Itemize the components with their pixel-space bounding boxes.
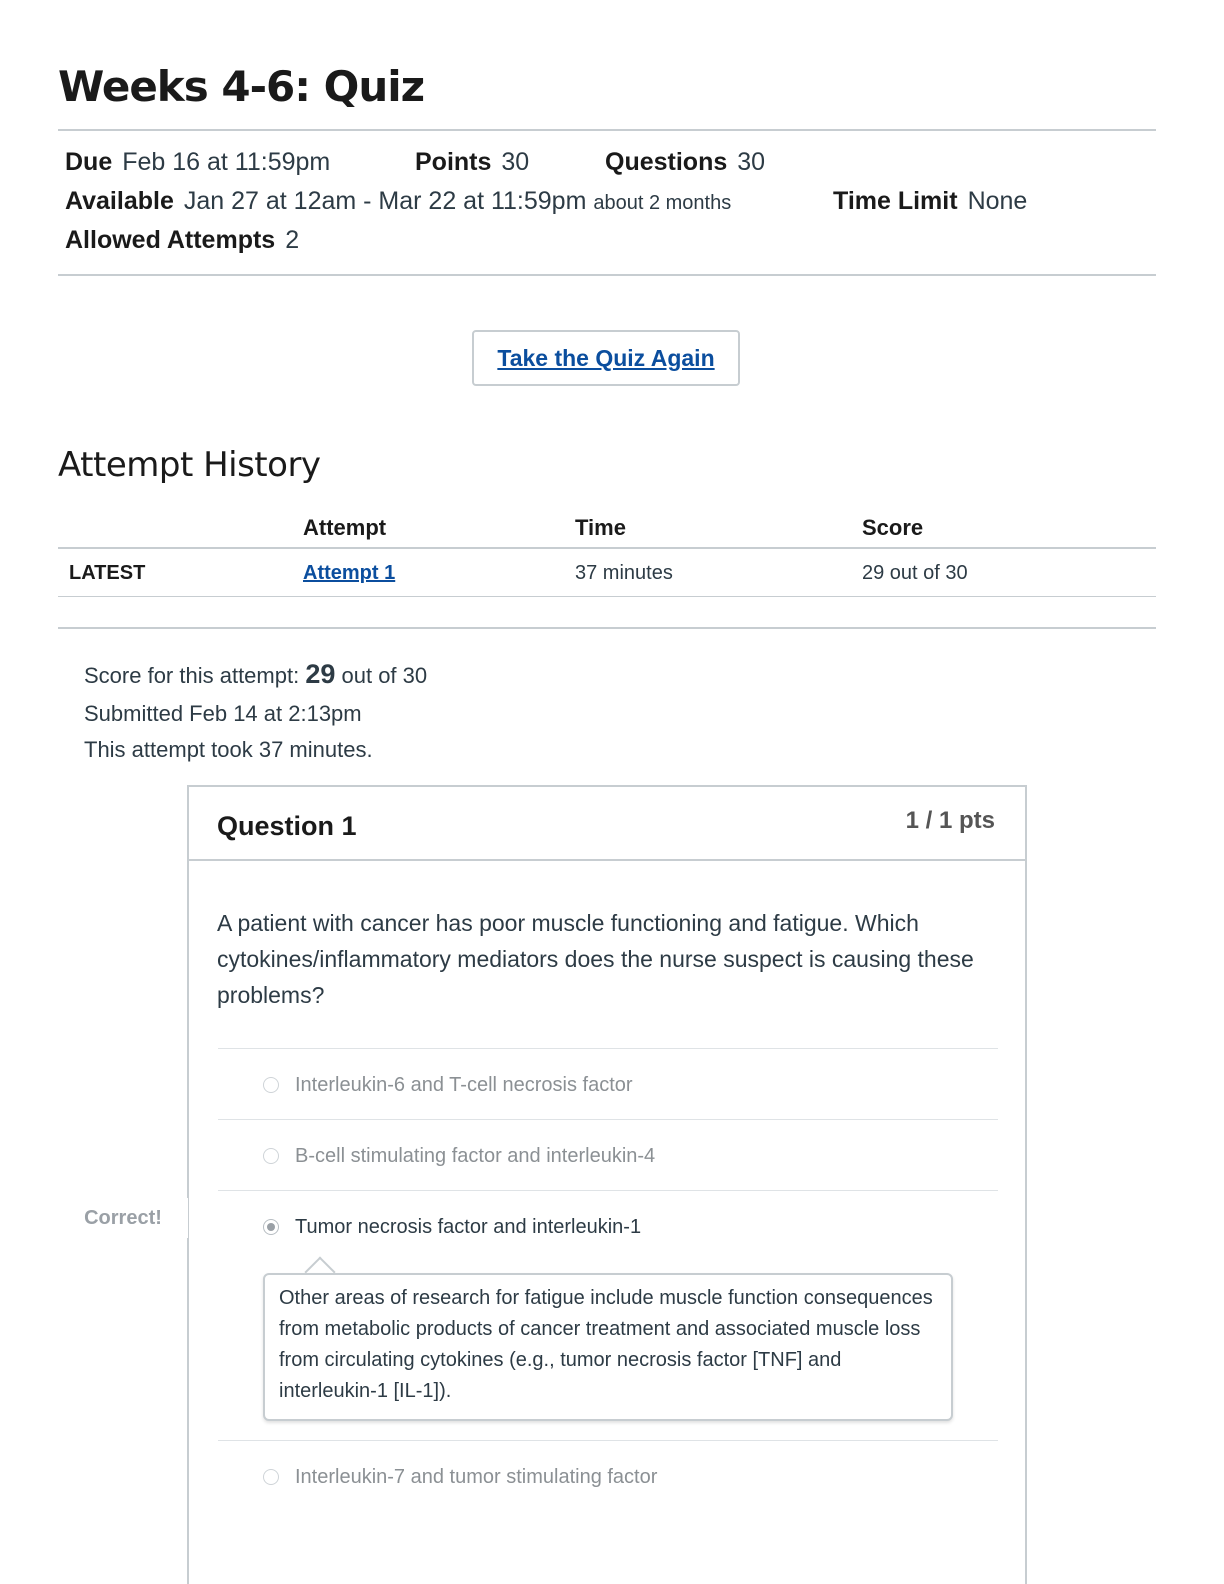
attempt-time: 37 minutes: [575, 562, 673, 584]
header-divider: [58, 129, 1156, 131]
answer-option-correct: [263, 1212, 641, 1242]
answer-option: [263, 1141, 655, 1171]
table-header-divider: [58, 547, 1156, 549]
question-points: 1 / 1 pts: [905, 807, 995, 834]
time-limit-label: Time Limit: [833, 187, 958, 215]
answer-divider: [218, 1190, 998, 1191]
attempt-score: 29 out of 30: [862, 562, 968, 584]
radio-button: [263, 1469, 279, 1485]
latest-tag: LATEST: [69, 562, 146, 584]
due-value: Feb 16 at 11:59pm: [122, 148, 331, 176]
due-info: [65, 148, 330, 177]
column-header-score: Score: [862, 515, 924, 540]
radio-button-selected: [263, 1219, 279, 1235]
radio-button: [263, 1077, 279, 1093]
questions-label: Questions: [605, 148, 728, 176]
score-value: 29: [305, 659, 336, 689]
answer-option: [263, 1462, 657, 1492]
attempts-info: [65, 226, 299, 255]
time-limit-value: None: [967, 187, 1028, 215]
available-label: Available: [65, 187, 174, 215]
attempt-history-heading: Attempt History: [58, 445, 321, 485]
available-info: [65, 187, 731, 216]
score-suffix: out of 30: [341, 663, 428, 688]
question-title: Question 1: [217, 811, 357, 841]
time-limit-info: [833, 187, 1027, 216]
answer-divider: [218, 1119, 998, 1120]
answer-label: Interleukin-6 and T-cell necrosis factor: [295, 1073, 633, 1096]
column-header-time: Time: [575, 515, 626, 540]
questions-info: [605, 148, 765, 177]
submitted-text: Submitted Feb 14 at 2:13pm: [84, 701, 362, 726]
answer-option: [263, 1070, 633, 1100]
answer-divider: [218, 1440, 998, 1441]
attempt-duration-text: This attempt took 37 minutes.: [84, 737, 373, 762]
section-divider: [58, 627, 1156, 629]
question-text: A patient with cancer has poor muscle functioning and fatigue. Which cytokines/inflammatory mediators does the nurse suspect is causing these problems?: [217, 910, 974, 1008]
take-quiz-again-button[interactable]: [472, 330, 740, 386]
points-info: [415, 148, 529, 177]
points-label: Points: [415, 148, 492, 176]
page-title: Weeks 4-6: Quiz: [58, 62, 425, 111]
question-header: [189, 787, 1025, 861]
answer-label: Tumor necrosis factor and interleukin-1: [295, 1215, 642, 1238]
available-value: Jan 27 at 12am - Mar 22 at 11:59pm: [183, 187, 587, 215]
meta-divider: [58, 274, 1156, 276]
take-quiz-again-link[interactable]: Take the Quiz Again: [497, 344, 715, 371]
available-duration: about 2 months: [593, 192, 732, 214]
questions-value: 30: [737, 148, 766, 176]
answer-label: B-cell stimulating factor and interleukin-4: [295, 1144, 656, 1167]
question-card: [187, 785, 1027, 1584]
answer-label: Interleukin-7 and tumor stimulating factor: [295, 1465, 658, 1488]
correct-flag: Correct!: [58, 1198, 188, 1238]
answer-comment: Other areas of research for fatigue include muscle function consequences from metabolic products of cancer treatment and associated muscle loss from circulating cytokines (e.g., tumor necrosis factor [TNF] and interleukin-1 [IL-1]).: [263, 1273, 953, 1421]
table-bottom-divider: [58, 596, 1156, 597]
score-line: [84, 659, 427, 690]
answer-divider: [218, 1048, 998, 1049]
attempts-value: 2: [285, 226, 300, 254]
score-prefix: Score for this attempt:: [84, 663, 300, 688]
attempts-label: Allowed Attempts: [65, 226, 276, 254]
due-label: Due: [65, 148, 113, 176]
radio-button: [263, 1148, 279, 1164]
points-value: 30: [501, 148, 530, 176]
column-header-attempt: Attempt: [303, 515, 387, 540]
attempt-1-link[interactable]: Attempt 1: [303, 562, 396, 584]
